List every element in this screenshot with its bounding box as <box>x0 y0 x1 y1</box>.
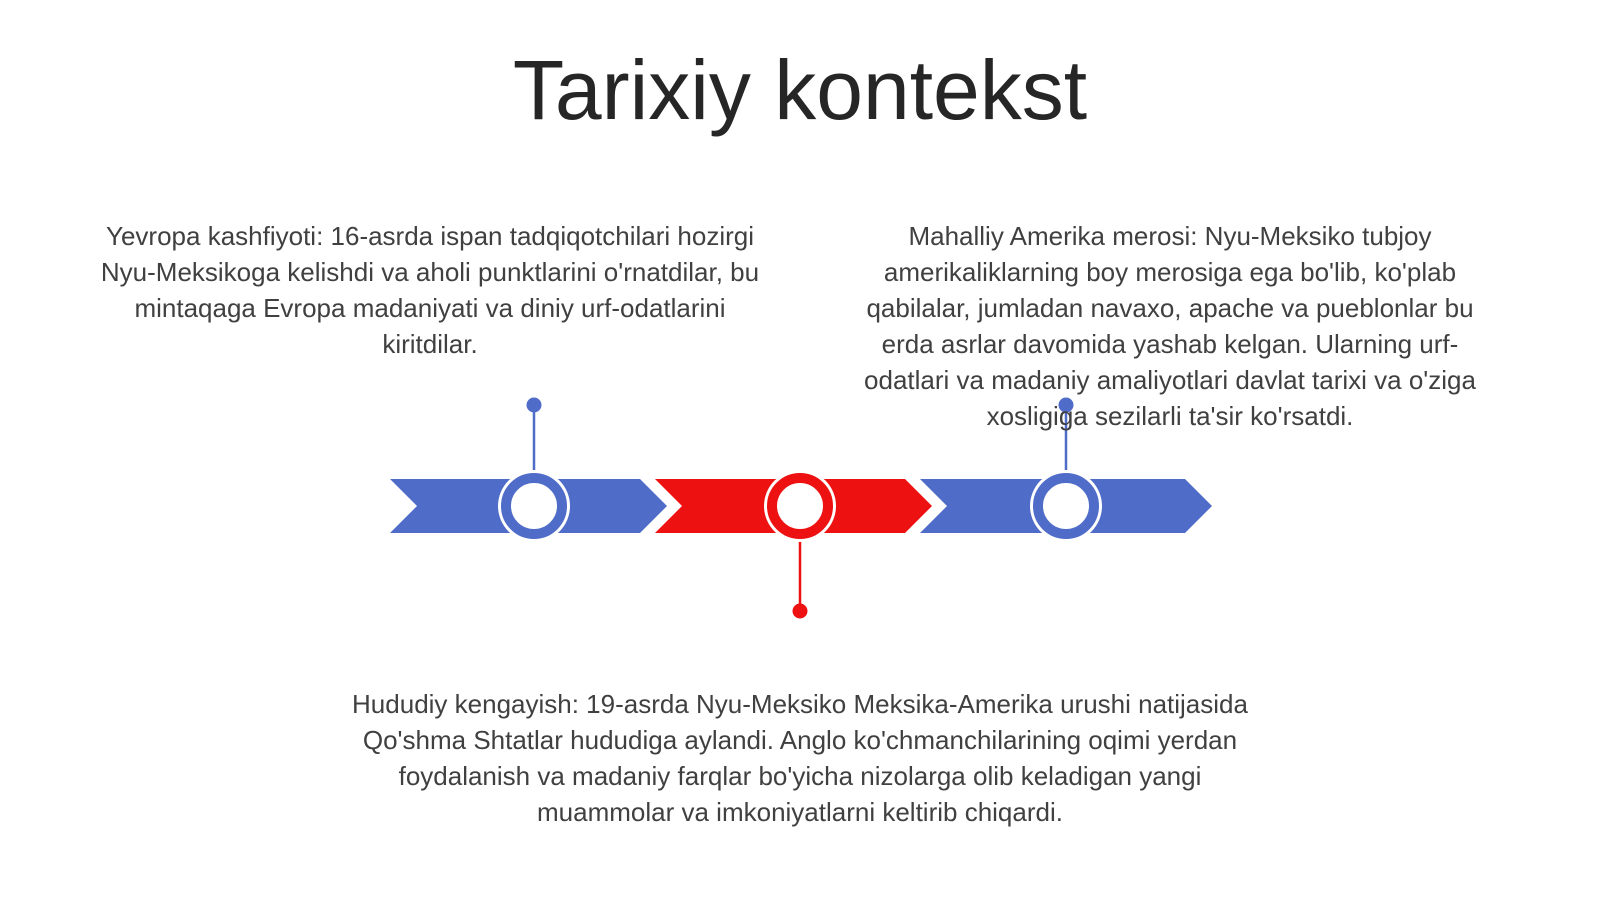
milestone-text-1: Yevropa kashfiyoti: 16-asrda ispan tadqiqotchilari hozirgi Nyu-Meksikoga kelishdi va aholi punktlarini o'rnatdilar, bu mintaqaga Evropa madaniyati va diniy urf-odatlarini kiritdilar. <box>100 221 760 359</box>
milestone-marker-2 <box>764 470 836 619</box>
milestone-text-3: Mahalliy Amerika merosi: Nyu-Meksiko tubjoy amerikaliklarning boy merosiga ega bo'lib, ko'plab qabilalar, jumladan navaxo, apache va pueblonlar bu erda asrlar davomida yashab kelgan. Ularning urf-odatlari va madaniy amaliyotlari davlat tarixi va o'ziga xosligiga sezilarli ta'sir ko'rsatdi. <box>864 221 1476 431</box>
milestone-marker-1 <box>498 398 570 543</box>
slide-title: Tarixiy kontekst <box>512 43 1088 137</box>
milestone-text-2: Hududiy kengayish: 19-asrda Nyu-Meksiko Meksika-Amerika urushi natijasida Qo'shma Shtatlar hududiga aylandi. Anglo ko'chmanchilarining oqimi yerdan foydalanish va madaniy farqlar bo'yicha nizolarga olib keladigan yangi muammolar va imkoniyatlarni keltirib chiqardi. <box>352 689 1248 827</box>
